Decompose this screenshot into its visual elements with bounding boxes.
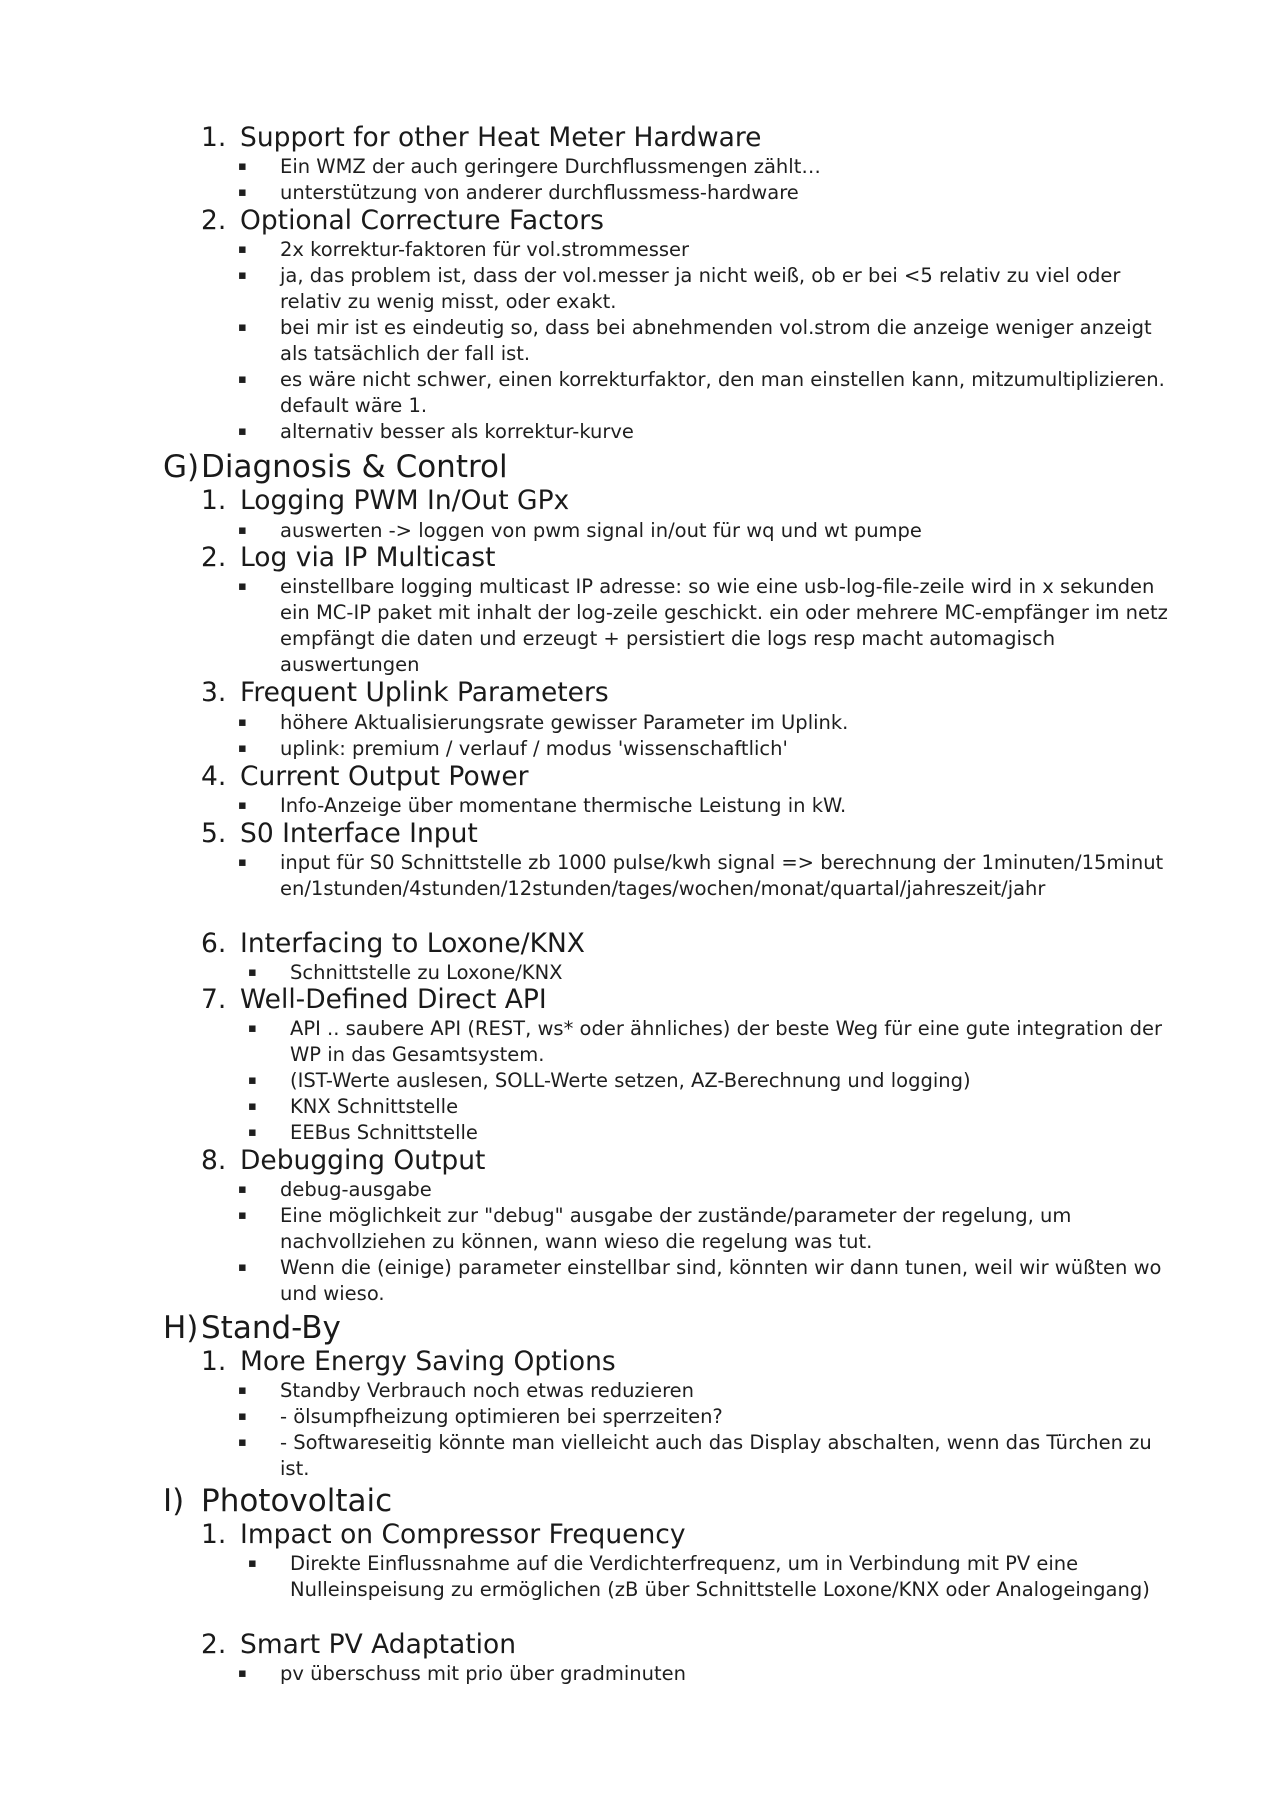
section-title: Diagnosis & Control [201, 449, 508, 485]
bullet-icon: ▪ [248, 1021, 257, 1036]
bullet-icon: ▪ [238, 798, 247, 813]
list-item-heading: 7. Well-Defined Direct API [201, 984, 547, 1015]
bullet-icon: ▪ [238, 1260, 247, 1275]
section-letter: G) [163, 449, 200, 485]
item-number: 1. [201, 122, 227, 153]
bullet-icon: ▪ [238, 579, 247, 594]
section-letter: H) [163, 1310, 199, 1346]
bullet-icon: ▪ [248, 965, 257, 980]
item-number: 2. [201, 205, 227, 236]
bullet-icon: ▪ [238, 1409, 247, 1424]
bullet-icon: ▪ [248, 1099, 257, 1114]
bullet-icon: ▪ [248, 1125, 257, 1140]
item-title: Optional Correcture Factors [240, 205, 604, 236]
list-item-heading: 1. Impact on Compressor Frequency [201, 1519, 686, 1550]
list-item-heading: 4. Current Output Power [201, 761, 529, 792]
list-item-heading: 6. Interfacing to Loxone/KNX [201, 928, 585, 959]
list-item-heading: 8. Debugging Output [201, 1145, 486, 1176]
bullet-icon: ▪ [238, 1666, 247, 1681]
bullet-icon: ▪ [248, 1556, 257, 1571]
bullet-icon: ▪ [238, 715, 247, 730]
list-item-heading: 1. Logging PWM In/Out GPx [201, 485, 570, 516]
bullet-icon: ▪ [238, 320, 247, 335]
bullet-icon: ▪ [238, 1182, 247, 1197]
section-heading-diagnosis [163, 449, 508, 485]
section-letter: I) [163, 1483, 185, 1519]
bullet-icon: ▪ [238, 268, 247, 283]
list-item-heading [201, 206, 604, 236]
bullet-icon: ▪ [238, 855, 247, 870]
list-item-heading: 1. More Energy Saving Options [201, 1346, 616, 1377]
section-title: Photovoltaic [201, 1483, 393, 1519]
section-title: Stand-By [201, 1310, 341, 1346]
bullet-icon: ▪ [238, 1208, 247, 1223]
bullet-icon: ▪ [238, 523, 247, 538]
section-heading-standby [163, 1310, 341, 1346]
list-item-heading: 2. Log via IP Multicast [201, 542, 496, 573]
section-heading-photovoltaic [163, 1483, 392, 1519]
list-item-heading: 3. Frequent Uplink Parameters [201, 677, 609, 708]
bullet-icon: ▪ [238, 185, 247, 200]
bullet-icon: ▪ [238, 741, 247, 756]
bullet-icon: ▪ [238, 242, 247, 257]
list-item-heading: 5. S0 Interface Input [201, 818, 478, 849]
bullet-icon: ▪ [238, 159, 247, 174]
item-title: Support for other Heat Meter Hardware [240, 122, 762, 153]
bullet-icon: ▪ [238, 1435, 247, 1450]
list-item-heading: 2. Smart PV Adaptation [201, 1629, 517, 1660]
bullet-icon: ▪ [248, 1073, 257, 1088]
bullet-icon: ▪ [238, 372, 247, 387]
list-item-heading [201, 123, 761, 153]
bullet-icon: ▪ [238, 424, 247, 439]
bullet-icon: ▪ [238, 1383, 247, 1398]
